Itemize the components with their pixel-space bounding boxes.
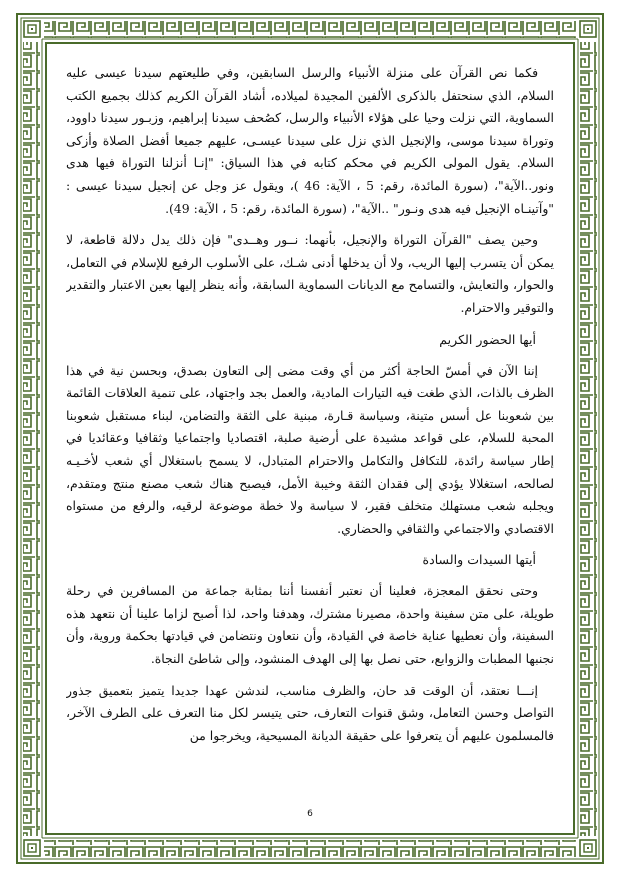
document-body: [66, 62, 554, 828]
paragraph-1: فكما نص القرآن على منزلة الأنبياء والرسل السابقين، وفي طليعتهم سيدنا عيسى عليه السلام، الذي سنحتفل بالذكرى الألفين المجيدة لميلاده، أشاد القرآن الكريم كذلك بجميع الكتب السماوية، التي نزلت وحيا على هؤلاء الأنبياء والرسل، كصُحف سيدنا إبراهيم، وزبـور سيدنا داوود، وتوراة سيدنا موسى، والإنجيل الذي نزل على سيدنا عيسـى، عليهم جميعا أفضل الصلاة وأزكى السلام. يقول المولى الكريم في محكم كتابه في هذا السياق: "إنـا أنزلنا التوراة فيها هدى ونور..الآية"، (سورة المائدة، رقم: 5 ، الآية: 46 )، ويقول عز وجل عن إنجيل سيدنا عيسى : "وآتينـاه الإنجيل فيه هدى ونـور" ..الآية"، (سورة المائدة، رقم: 5 ، الآية: 49).: [66, 65, 554, 216]
paragraph-2: وحين يصف "القرآن التوراة والإنجيل، بأنهما: نــور وهــدى" فإن ذلك يدل دلالة قاطعة، لا يمكن أن يتسرب إليها الريب، ولا أن يدخلها أدنى شـك، على الأسلوب الرفيع للإسلام في التعامل، والحوار، والتعايش، والتسامح مع الديانات السماوية السابقة، وأنه ينظر إليها بعين الاعتبار والتقدير والتوقير والاحترام.: [66, 232, 554, 315]
paragraph-5: إنـــا نعتقد، أن الوقت قد حان، والظرف مناسب، لندشن عهدا جديدا يتميز بتعميق جذور التواصل وحسن التعامل، وشق قنوات التعارف، حتى يتيسر لكل منا التعرف على الطرف الآخر، فالمسلمون عليهم أن يتعرفوا على حقيقة الديانة المسيحية، ويخرجوا من: [66, 682, 554, 743]
paragraph-4: وحتى نحقق المعجزة، فعلينا أن نعتبر أنفسنا أننا بمثابة جماعة من المسافرين في رحلة طويلة، على متن سفينة واحدة، مصيرنا مشترك، وهدفنا واحد، لذا أصبح لزاما علينا أن نتعهد هذه السفينة، وأن نعطيها عناية خاصة في القيادة، وأن نتعاون ونتضامن في قيادتها بحكمة وروية، وأن نجنبها المطبات والزوابع، حتى نصل بها إلى الهدف المنشود، وإلى شاطئ النجاة.: [66, 583, 554, 667]
heading-ladies-gentlemen: أيتها السيدات والسادة: [422, 552, 536, 568]
page-number: 6: [307, 809, 313, 819]
heading-honored-audience: أيها الحضور الكريم: [439, 331, 536, 347]
paragraph-3: إننا الآن في أمسّ الحاجة أكثر من أي وقت مضى إلى التعاون بصدق، وبحسن نية في هذا الظرف بالذات، الذي طغت فيه التيارات المادية، والعمل بجد واجتهاد، على تنمية العلاقات القائمة بين شعوبنا عل أسس متينة، وسياسة قـارة، مبنية على الثقة والتضامن، لبناء مستقبل شعوبنا المحبة للسلام، على قواعد مشيدة على أرضية صلبة، اقتصاديا واجتماعيا وثقافيا وعقائديا في إطار سياسة رائدة، للتكافل والتكامل والاحترام المتبادل، لا يسمح باستغلال أي شعب لأخـيـه لصالحه، استغلالا يؤدي إلى فقدان الثقة وخيبة الأمل، فيصبح هناك شعب مصنع منتج ومتقدم، ويجلبه شعب مستهلك متخلف فقير، لا سياسة ولا خطة موضوعة لرقيه، والرفع من مستواه الاقتصادي والاجتماعي والثقافي والحضاري.: [66, 362, 554, 536]
